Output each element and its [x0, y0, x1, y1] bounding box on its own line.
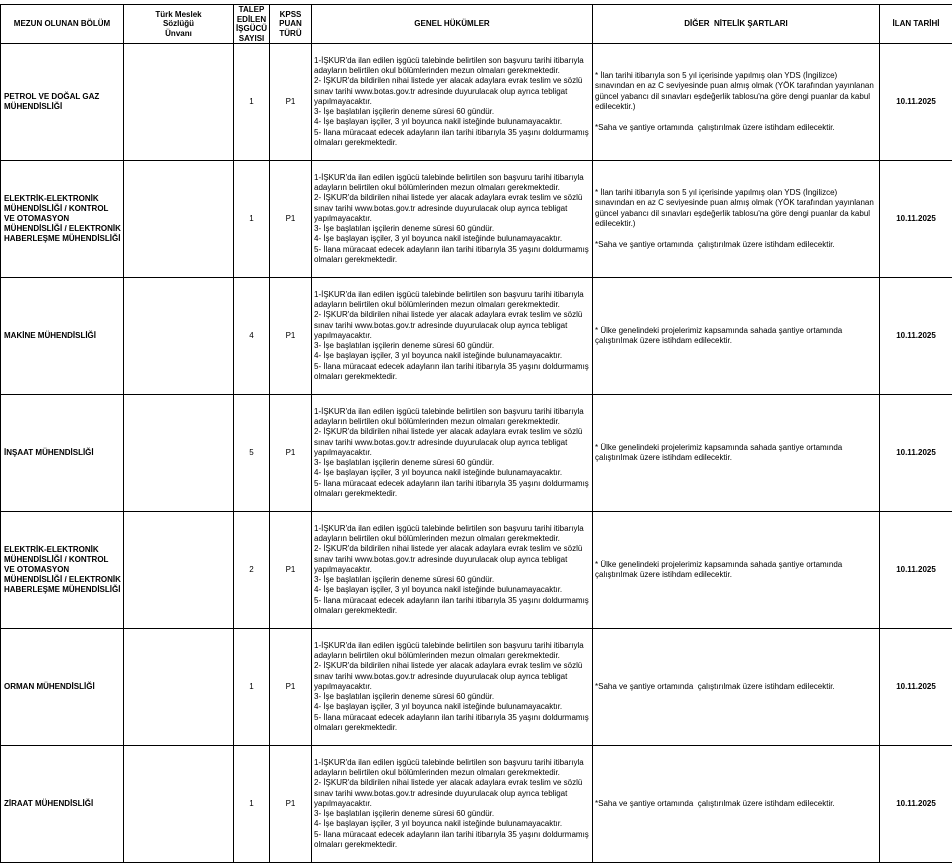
cell-tarih: 10.11.2025 [880, 512, 952, 629]
table-row [1, 44, 952, 161]
header-kpss: KPSS PUAN TÜRÜ [270, 5, 312, 44]
genel-hukumler-text: 1-İŞKUR'da ilan edilen işgücü talebinde belirtilen son başvuru tarihi itibarıyla adayların belirtilen okul bölümlerinden mezun olmaları gerekmektedir. 2- İŞKUR'da bildirilen nihai listede yer alacak adaylara evrak teslim ve sözlü sınav tarihi www.botas.gov.tr adresinde duyurulacak olup ayrıca tebligat yapılmayacaktır. 3- İşe başlatılan işçilerin deneme süresi 60 gündür. 4- İşe başlayan işçiler, 3 yıl boyunca nakil isteğinde bulunamayacaktır. 5- İlana müracaat edecek adayların ilan tarihi itibarıyla 35 yaşını doldurmamış olmaları gerekmektedir. [314, 523, 589, 616]
cell-kpss: P1 [270, 278, 312, 395]
cell-bolum: ORMAN MÜHENDİSLİĞİ [1, 629, 124, 746]
cell-diger [593, 746, 880, 863]
header-meslek: Türk Meslek Sözlüğü Ünvanı [124, 5, 234, 44]
cell-tarih: 10.11.2025 [880, 44, 952, 161]
genel-hukumler-text: 1-İŞKUR'da ilan edilen işgücü talebinde belirtilen son başvuru tarihi itibarıyla adayların belirtilen okul bölümlerinden mezun olmaları gerekmektedir. 2- İŞKUR'da bildirilen nihai listede yer alacak adaylara evrak teslim ve sözlü sınav tarihi www.botas.gov.tr adresinde duyurulacak olup ayrıca tebligat yapılmayacaktır. 3- İşe başlatılan işçilerin deneme süresi 60 gündür. 4- İşe başlayan işçiler, 3 yıl boyunca nakil isteğinde bulunamayacaktır. 5- İlana müracaat edecek adayların ilan tarihi itibarıyla 35 yaşını doldurmamış olmaları gerekmektedir. [314, 640, 589, 733]
cell-genel [312, 44, 593, 161]
cell-genel [312, 395, 593, 512]
table-row [1, 395, 952, 512]
cell-meslek [124, 278, 234, 395]
cell-bolum: PETROL VE DOĞAL GAZ MÜHENDİSLİĞİ [1, 44, 124, 161]
table-row [1, 161, 952, 278]
nitelik-sartlari-text: * İlan tarihi itibarıyla son 5 yıl içerisinde yapılmış olan YDS (İngilizce) sınavından en az C seviyesinde puan almış olmak (YÖK tarafından yayınlanan güncel yabancı dil sınavları eşdeğerlik tablosu'na göre dengi puanlar da kabul edilecektir.) *Saha ve şantiye ortamında çalıştırılmak üzere istihdam edilecektir. [595, 188, 874, 249]
cell-tarih: 10.11.2025 [880, 395, 952, 512]
table-row [1, 512, 952, 629]
header-row [1, 5, 952, 44]
cell-tarih: 10.11.2025 [880, 629, 952, 746]
cell-talep: 1 [234, 161, 270, 278]
cell-diger [593, 395, 880, 512]
cell-talep: 1 [234, 629, 270, 746]
cell-diger [593, 278, 880, 395]
cell-talep: 1 [234, 44, 270, 161]
cell-bolum: ELEKTRİK-ELEKTRONİK MÜHENDİSLİĞİ / KONTROL VE OTOMASYON MÜHENDİSLİĞİ / ELEKTRONİK HABERLEŞME MÜHENDİSLİĞİ [1, 512, 124, 629]
nitelik-sartlari-text: * Ülke genelindeki projelerimiz kapsamında sahada şantiye ortamında çalıştırılmak üzere istihdam edilecektir. [595, 325, 845, 345]
cell-talep: 1 [234, 746, 270, 863]
cell-meslek [124, 44, 234, 161]
cell-bolum: İNŞAAT MÜHENDİSLİĞİ [1, 395, 124, 512]
cell-genel [312, 629, 593, 746]
cell-tarih: 10.11.2025 [880, 746, 952, 863]
job-requirements-table [0, 4, 952, 863]
cell-tarih: 10.11.2025 [880, 278, 952, 395]
cell-genel [312, 512, 593, 629]
table-row [1, 629, 952, 746]
cell-diger [593, 44, 880, 161]
cell-kpss: P1 [270, 395, 312, 512]
nitelik-sartlari-text: * İlan tarihi itibarıyla son 5 yıl içerisinde yapılmış olan YDS (İngilizce) sınavından en az C seviyesinde puan almış olmak (YÖK tarafından yayınlanan güncel yabancı dil sınavları eşdeğerlik tablosu'na göre dengi puanlar da kabul edilecektir.) *Saha ve şantiye ortamında çalıştırılmak üzere istihdam edilecektir. [595, 71, 874, 132]
header-diger: DİĞER NİTELİK ŞARTLARI [593, 5, 880, 44]
cell-kpss: P1 [270, 746, 312, 863]
nitelik-sartlari-text: *Saha ve şantiye ortamında çalıştırılmak üzere istihdam edilecektir. [595, 681, 835, 691]
cell-bolum: ELEKTRİK-ELEKTRONİK MÜHENDİSLİĞİ / KONTROL VE OTOMASYON MÜHENDİSLİĞİ / ELEKTRONİK HABERLEŞME MÜHENDİSLİĞİ [1, 161, 124, 278]
cell-meslek [124, 512, 234, 629]
cell-bolum: MAKİNE MÜHENDİSLİĞİ [1, 278, 124, 395]
cell-genel [312, 746, 593, 863]
header-talep: TALEP EDİLEN İŞGÜCÜ SAYISI [234, 5, 270, 44]
genel-hukumler-text: 1-İŞKUR'da ilan edilen işgücü talebinde belirtilen son başvuru tarihi itibarıyla adayların belirtilen okul bölümlerinden mezun olmaları gerekmektedir. 2- İŞKUR'da bildirilen nihai listede yer alacak adaylara evrak teslim ve sözlü sınav tarihi www.botas.gov.tr adresinde duyurulacak olup ayrıca tebligat yapılmayacaktır. 3- İşe başlatılan işçilerin deneme süresi 60 gündür. 4- İşe başlayan işçiler, 3 yıl boyunca nakil isteğinde bulunamayacaktır. 5- İlana müracaat edecek adayların ilan tarihi itibarıyla 35 yaşını doldurmamış olmaları gerekmektedir. [314, 406, 589, 499]
cell-diger [593, 629, 880, 746]
cell-diger [593, 512, 880, 629]
cell-meslek [124, 746, 234, 863]
genel-hukumler-text: 1-İŞKUR'da ilan edilen işgücü talebinde belirtilen son başvuru tarihi itibarıyla adayların belirtilen okul bölümlerinden mezun olmaları gerekmektedir. 2- İŞKUR'da bildirilen nihai listede yer alacak adaylara evrak teslim ve sözlü sınav tarihi www.botas.gov.tr adresinde duyurulacak olup ayrıca tebligat yapılmayacaktır. 3- İşe başlatılan işçilerin deneme süresi 60 gündür. 4- İşe başlayan işçiler, 3 yıl boyunca nakil isteğinde bulunamayacaktır. 5- İlana müracaat edecek adayların ilan tarihi itibarıyla 35 yaşını doldurmamış olmaları gerekmektedir. [314, 289, 589, 382]
cell-meslek [124, 629, 234, 746]
header-bolum: MEZUN OLUNAN BÖLÜM [1, 5, 124, 44]
header-tarih: İLAN TARİHİ [880, 5, 952, 44]
nitelik-sartlari-text: * Ülke genelindeki projelerimiz kapsamında sahada şantiye ortamında çalıştırılmak üzere istihdam edilecektir. [595, 559, 845, 579]
cell-talep: 4 [234, 278, 270, 395]
table-row [1, 746, 952, 863]
cell-kpss: P1 [270, 44, 312, 161]
cell-meslek [124, 395, 234, 512]
cell-kpss: P1 [270, 629, 312, 746]
cell-kpss: P1 [270, 512, 312, 629]
genel-hukumler-text: 1-İŞKUR'da ilan edilen işgücü talebinde belirtilen son başvuru tarihi itibarıyla adayların belirtilen okul bölümlerinden mezun olmaları gerekmektedir. 2- İŞKUR'da bildirilen nihai listede yer alacak adaylara evrak teslim ve sözlü sınav tarihi www.botas.gov.tr adresinde duyurulacak olup ayrıca tebligat yapılmayacaktır. 3- İşe başlatılan işçilerin deneme süresi 60 gündür. 4- İşe başlayan işçiler, 3 yıl boyunca nakil isteğinde bulunamayacaktır. 5- İlana müracaat edecek adayların ilan tarihi itibarıyla 35 yaşını doldurmamış olmaları gerekmektedir. [314, 55, 589, 148]
cell-diger [593, 161, 880, 278]
table-row [1, 278, 952, 395]
genel-hukumler-text: 1-İŞKUR'da ilan edilen işgücü talebinde belirtilen son başvuru tarihi itibarıyla adayların belirtilen okul bölümlerinden mezun olmaları gerekmektedir. 2- İŞKUR'da bildirilen nihai listede yer alacak adaylara evrak teslim ve sözlü sınav tarihi www.botas.gov.tr adresinde duyurulacak olup ayrıca tebligat yapılmayacaktır. 3- İşe başlatılan işçilerin deneme süresi 60 gündür. 4- İşe başlayan işçiler, 3 yıl boyunca nakil isteğinde bulunamayacaktır. 5- İlana müracaat edecek adayların ilan tarihi itibarıyla 35 yaşını doldurmamış olmaları gerekmektedir. [314, 172, 589, 265]
cell-genel [312, 161, 593, 278]
nitelik-sartlari-text: *Saha ve şantiye ortamında çalıştırılmak üzere istihdam edilecektir. [595, 798, 835, 808]
genel-hukumler-text: 1-İŞKUR'da ilan edilen işgücü talebinde belirtilen son başvuru tarihi itibarıyla adayların belirtilen okul bölümlerinden mezun olmaları gerekmektedir. 2- İŞKUR'da bildirilen nihai listede yer alacak adaylara evrak teslim ve sözlü sınav tarihi www.botas.gov.tr adresinde duyurulacak olup ayrıca tebligat yapılmayacaktır. 3- İşe başlatılan işçilerin deneme süresi 60 gündür. 4- İşe başlayan işçiler, 3 yıl boyunca nakil isteğinde bulunamayacaktır. 5- İlana müracaat edecek adayların ilan tarihi itibarıyla 35 yaşını doldurmamış olmaları gerekmektedir. [314, 757, 589, 850]
cell-talep: 5 [234, 395, 270, 512]
cell-meslek [124, 161, 234, 278]
cell-genel [312, 278, 593, 395]
cell-bolum: ZİRAAT MÜHENDİSLİĞİ [1, 746, 124, 863]
header-genel: GENEL HÜKÜMLER [312, 5, 593, 44]
cell-kpss: P1 [270, 161, 312, 278]
cell-tarih: 10.11.2025 [880, 161, 952, 278]
cell-talep: 2 [234, 512, 270, 629]
nitelik-sartlari-text: * Ülke genelindeki projelerimiz kapsamında sahada şantiye ortamında çalıştırılmak üzere istihdam edilecektir. [595, 442, 845, 462]
